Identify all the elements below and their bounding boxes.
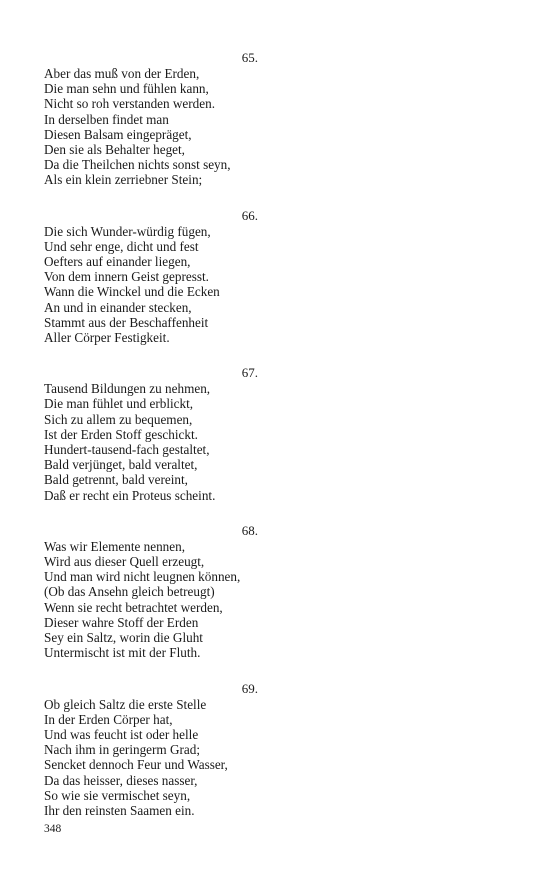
verse-line: Sey ein Saltz, worin die Gluht [44, 630, 203, 646]
verse-line: Aber das muß von der Erden, [44, 66, 200, 81]
verse-line: Stammt aus der Beschaffenheit [44, 314, 209, 330]
verse-line: Dieser wahre Stoff der Erden [44, 614, 199, 630]
verse-line: Und sehr enge, dicht und fest [44, 238, 199, 254]
stanza [44, 681, 274, 819]
verse-line: Diesen Balsam eingepräget, [44, 126, 192, 142]
stanza [44, 365, 274, 503]
stanza [44, 208, 274, 346]
verse-line: Die man sehn und fühlen kann, [44, 81, 209, 97]
verse-line: Nach ihm in geringerm Grad; [44, 742, 201, 758]
verse-line: Nicht so roh verstanden werden. [44, 96, 216, 112]
verse-line: Bald verjünget, bald veraltet, [44, 457, 198, 473]
verse-line: Die man fühlet und erblickt, [44, 396, 194, 412]
stanza-number: 68. [241, 522, 258, 538]
verse-line: Ob gleich Saltz die erste Stelle [44, 696, 207, 712]
verse-line: Aller Cörper Festigkeit. [44, 330, 170, 346]
verse-line: Hundert-tausend-fach gestaltet, [44, 442, 210, 458]
verse-line: Den sie als Behalter heget, [44, 142, 185, 158]
verse-line: (Ob das Ansehn gleich betreugt) [44, 584, 215, 600]
verse-line: Ist der Erden Stoff geschickt. [44, 426, 198, 442]
verse-line: An und in einander stecken, [44, 299, 192, 315]
verse-line: So wie sie vermischet seyn, [44, 787, 191, 803]
verse-line: In der Erden Cörper hat, [44, 711, 173, 727]
verse-line: Daß er recht ein Proteus scheint. [44, 487, 216, 503]
verse-line: Oefters auf einander liegen, [44, 254, 191, 270]
verse-line: Wenn sie recht betrachtet werden, [44, 599, 223, 615]
stanza-number: 65. [241, 50, 258, 65]
verse-line: Da die Theilchen nichts sonst seyn, [44, 157, 231, 173]
verse-line: Ihr den reinsten Saamen ein. [44, 802, 195, 818]
verse-line: Sich zu allem zu bequemen, [44, 411, 193, 427]
verse-line: Die sich Wunder-würdig fügen, [44, 223, 211, 239]
verse-line: Als ein klein zerriebner Stein; [44, 172, 203, 188]
verse-line: Da das heisser, dieses nasser, [44, 772, 198, 788]
stanza-number: 69. [241, 680, 258, 696]
stanza [44, 50, 274, 188]
verse-line: In derselben findet man [44, 111, 169, 127]
poem-page [44, 50, 274, 838]
verse-line: Wann die Winckel und die Ecken [44, 284, 220, 300]
verse-line: Was wir Elemente nennen, [44, 538, 186, 554]
verse-line: Von dem innern Geist gepresst. [44, 269, 209, 285]
verse-line: Tausend Bildungen zu nehmen, [44, 381, 211, 397]
stanza [44, 523, 274, 661]
page-number: 348 [44, 823, 62, 835]
verse-line: Und man wird nicht leugnen können, [44, 569, 241, 585]
verse-line: Bald getrennt, bald vereint, [44, 472, 188, 488]
stanza-number: 66. [241, 207, 258, 223]
verse-line: Sencket dennoch Feur und Wasser, [44, 757, 228, 773]
verse-line: Untermischt ist mit der Fluth. [44, 645, 201, 661]
verse-line: Und was feucht ist oder helle [44, 726, 199, 742]
verse-line: Wird aus dieser Quell erzeugt, [44, 554, 205, 570]
stanza-number: 67. [241, 365, 258, 381]
